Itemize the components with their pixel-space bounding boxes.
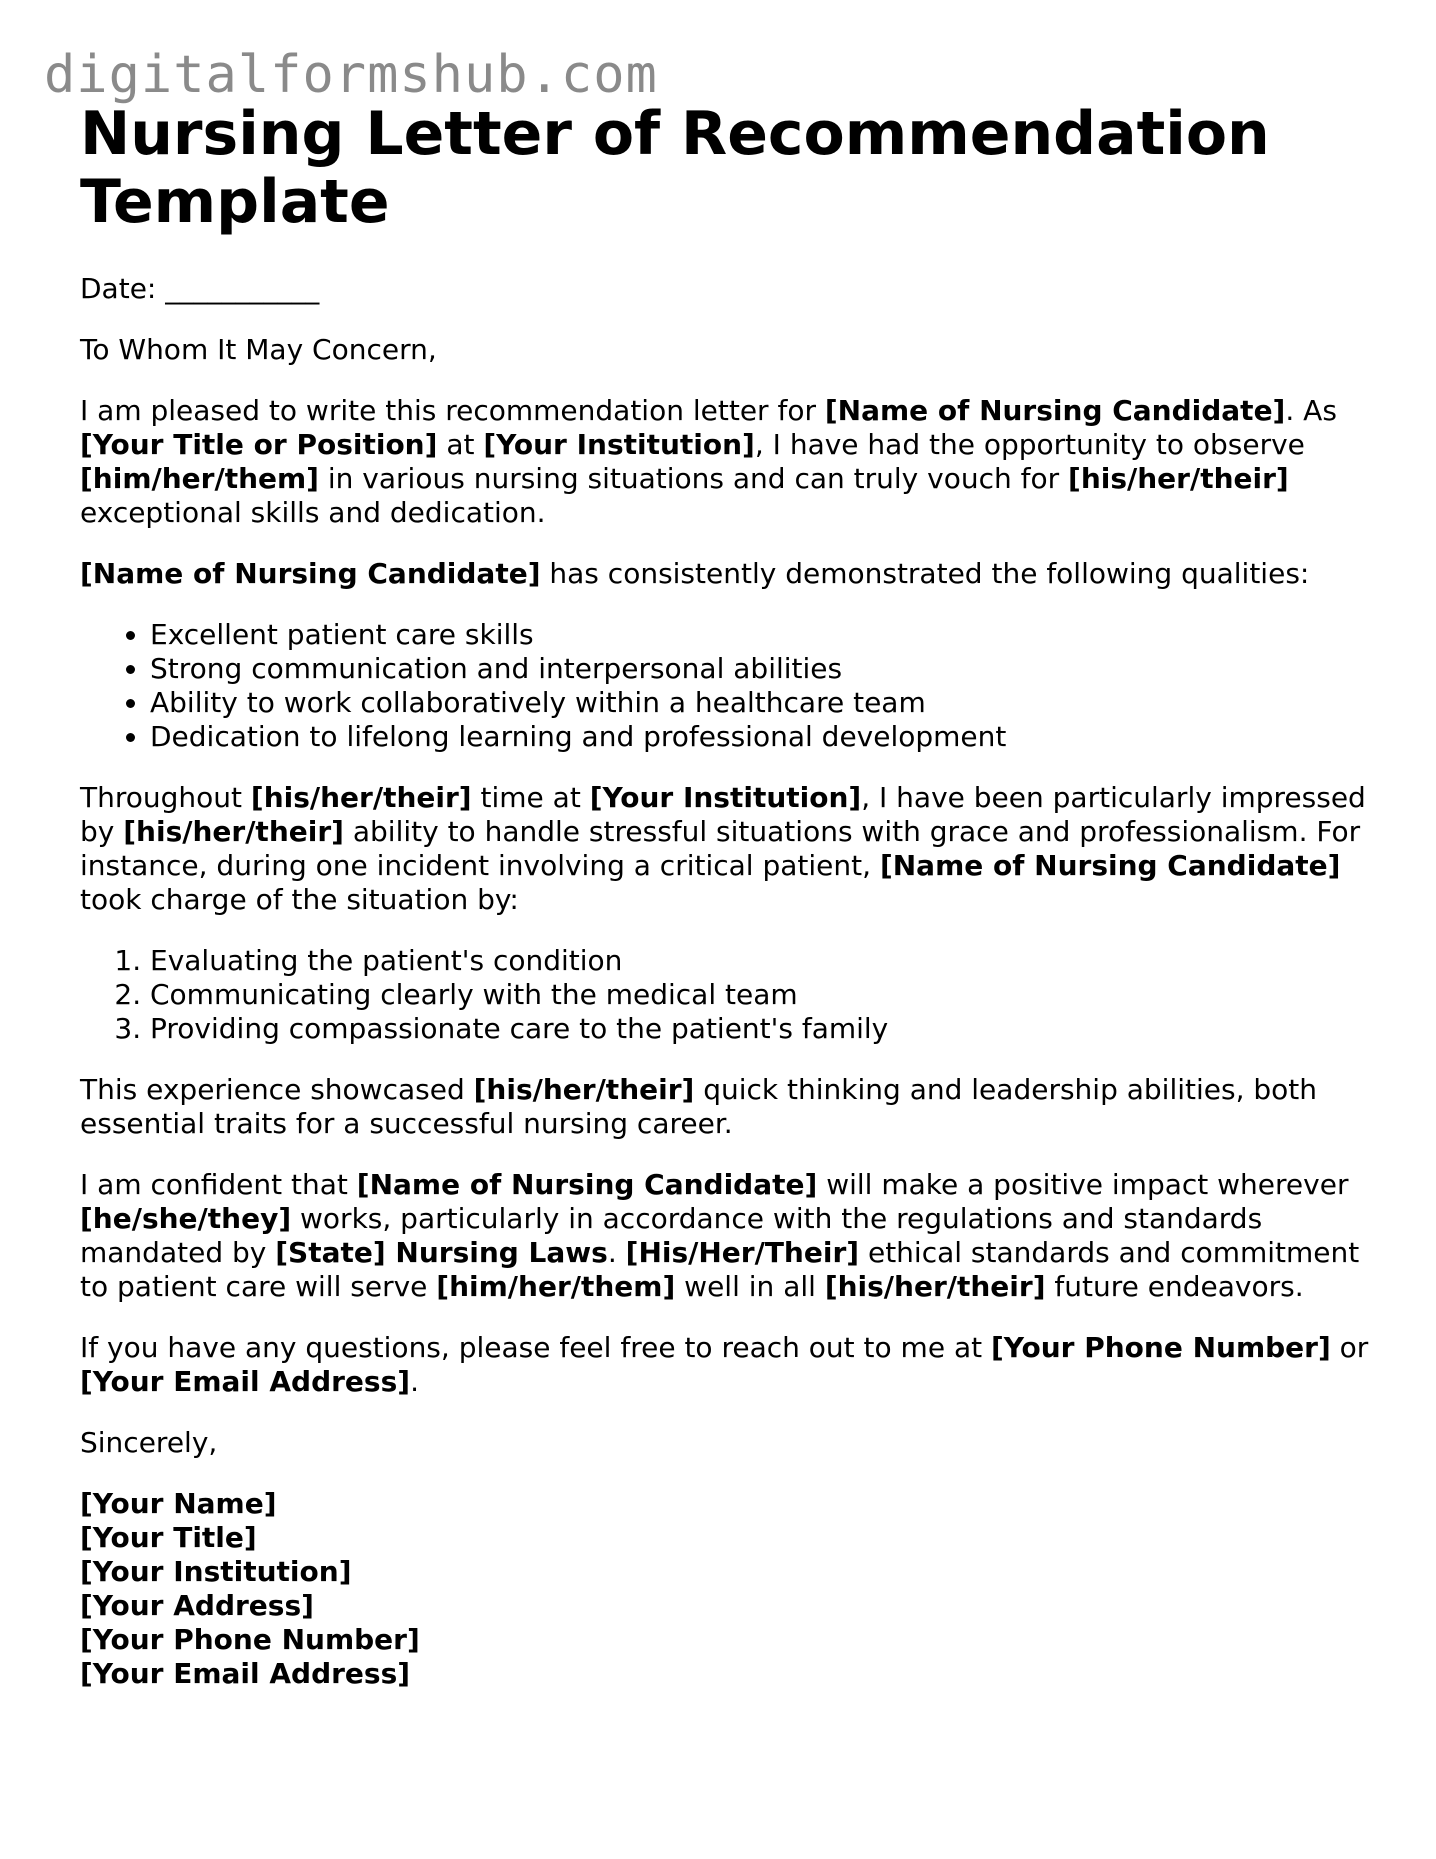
signature-block <box>80 1487 1370 1691</box>
confidence-paragraph <box>80 1168 1370 1304</box>
placeholder-pronoun: [he/she/they] <box>80 1202 292 1235</box>
date-label: Date: <box>80 272 157 305</box>
placeholder-pronoun: [His/Her/Their] <box>625 1236 860 1269</box>
placeholder-state-laws: [State] Nursing Laws <box>275 1236 608 1269</box>
text: has consistently demonstrated the following qualities: <box>540 557 1310 590</box>
contact-paragraph <box>80 1331 1370 1399</box>
text: took charge of the situation by: <box>80 883 519 916</box>
incident-paragraph <box>80 781 1370 917</box>
list-item: • Excellent patient care skills <box>150 618 1370 652</box>
placeholder-pronoun: [his/her/their] <box>473 1073 695 1106</box>
signature-name: [Your Name] <box>80 1487 277 1520</box>
placeholder-pronoun: [his/her/their] <box>1068 462 1289 495</box>
text: exceptional skills and dedication. <box>80 496 546 529</box>
placeholder-candidate-name: [Name of Nursing Candidate] <box>824 394 1286 427</box>
closing: Sincerely, <box>80 1426 218 1459</box>
text: , I have been particularly impressed by <box>80 781 1366 848</box>
text: . <box>410 1365 419 1398</box>
placeholder-candidate-name: [Name of Nursing Candidate] <box>356 1168 818 1201</box>
text: quick thinking and leadership abilities, both essential traits for a successful nursing career. <box>80 1073 1318 1140</box>
watermark-text: digitalformshub.com <box>44 45 658 105</box>
signature-phone: [Your Phone Number] <box>80 1623 420 1656</box>
placeholder-candidate-name: [Name of Nursing Candidate] <box>879 849 1341 882</box>
text: ability to handle stressful situations with grace and professionalism. For instance, during one incident involving a critical patient, <box>80 815 1361 882</box>
letter-document <box>80 100 1370 1691</box>
intro-paragraph <box>80 394 1370 530</box>
list-item: 2. Communicating clearly with the medical team <box>150 978 1370 1012</box>
placeholder-institution: [Your Institution] <box>483 428 755 461</box>
text: . As <box>1285 394 1337 427</box>
list-item: 3. Providing compassionate care to the patient's family <box>150 1012 1370 1046</box>
text: works, particularly in accordance with the regulations and standards mandated by <box>80 1202 1263 1269</box>
placeholder-pronoun: [his/her/their] <box>824 1270 1046 1303</box>
placeholder-candidate-name: [Name of Nursing Candidate] <box>80 557 541 590</box>
date-blank: ___________ <box>165 272 320 305</box>
text: I am confident that <box>80 1168 357 1201</box>
placeholder-phone: [Your Phone Number] <box>990 1331 1331 1364</box>
text: This experience showcased <box>80 1073 474 1106</box>
placeholder-title: [Your Title or Position] <box>80 428 438 461</box>
list-item: • Dedication to lifelong learning and professional development <box>150 720 1370 754</box>
list-item: 1. Evaluating the patient's condition <box>150 944 1370 978</box>
text: time at <box>471 781 590 814</box>
text: or <box>1330 1331 1369 1364</box>
text: Throughout <box>80 781 251 814</box>
date-line <box>80 272 1370 306</box>
text: ethical standards and commitment to patient care will serve <box>80 1236 1360 1303</box>
salutation: To Whom It May Concern, <box>80 333 437 366</box>
experience-paragraph <box>80 1073 1370 1141</box>
text: will make a positive impact wherever <box>817 1168 1349 1201</box>
text: well in all <box>675 1270 825 1303</box>
signature-email: [Your Email Address] <box>80 1657 411 1690</box>
signature-address: [Your Address] <box>80 1589 314 1622</box>
steps-list <box>80 944 1370 1046</box>
qualities-intro-paragraph <box>80 557 1370 591</box>
placeholder-email: [Your Email Address] <box>80 1365 411 1398</box>
signature-institution: [Your Institution] <box>80 1555 352 1588</box>
text: , I have had the opportunity to observe <box>754 428 1305 461</box>
text: . <box>607 1236 626 1269</box>
text: at <box>437 428 484 461</box>
text: If you have any questions, please feel free to reach out to me at <box>80 1331 991 1364</box>
list-item: • Ability to work collaboratively within a healthcare team <box>150 686 1370 720</box>
text: in various nursing situations and can truly vouch for <box>318 462 1069 495</box>
placeholder-pronoun: [him/her/them] <box>80 462 319 495</box>
placeholder-institution: [Your Institution] <box>589 781 862 814</box>
placeholder-pronoun: [him/her/them] <box>436 1270 676 1303</box>
text: I am pleased to write this recommendation letter for <box>80 394 825 427</box>
signature-title: [Your Title] <box>80 1521 257 1554</box>
placeholder-pronoun: [his/her/their] <box>123 815 344 848</box>
page-title: Nursing Letter of Recommendation Template <box>80 99 1270 237</box>
text: future endeavors. <box>1045 1270 1304 1303</box>
placeholder-pronoun: [his/her/their] <box>250 781 472 814</box>
qualities-list <box>80 618 1370 754</box>
list-item: • Strong communication and interpersonal abilities <box>150 652 1370 686</box>
